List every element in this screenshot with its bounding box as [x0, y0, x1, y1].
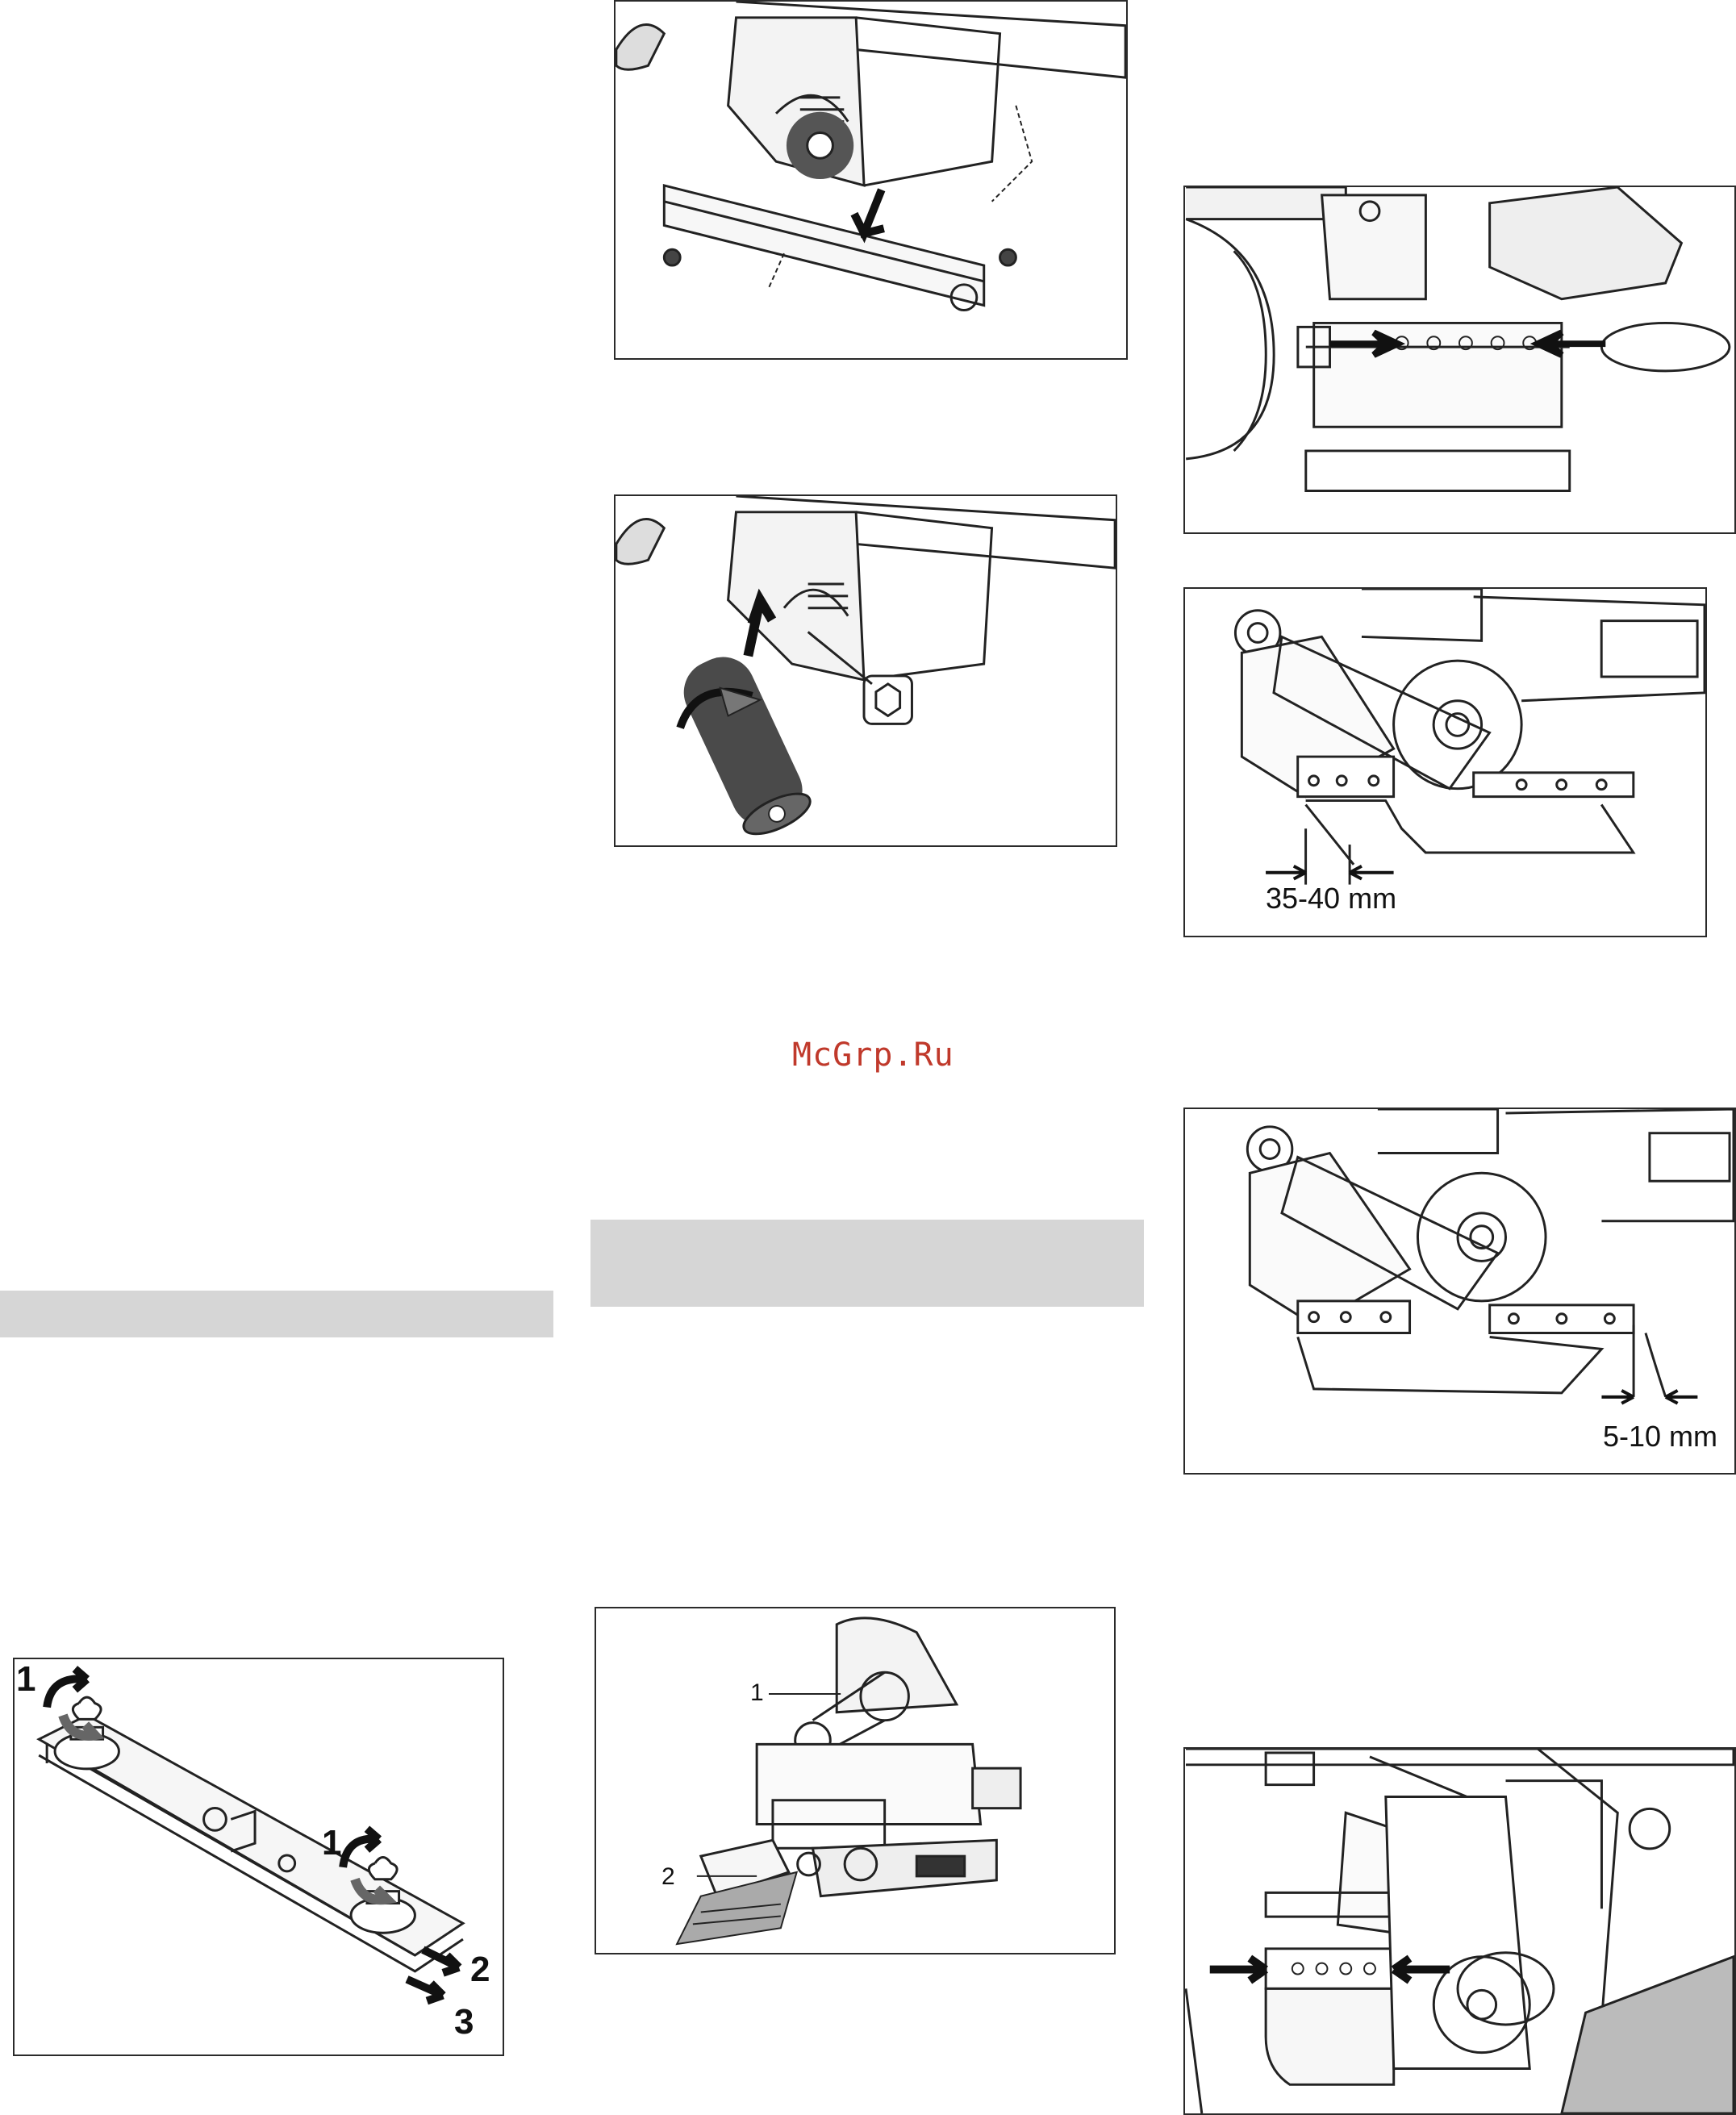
knob-bar-illustration-icon: [15, 1659, 503, 2055]
side-flap-arrows-illustration-icon: [1185, 187, 1734, 532]
middle-column-heading-bar: [590, 1220, 1144, 1307]
flap-gap-illustration-icon: [1185, 1109, 1734, 1473]
callout-label-2: 2: [661, 1863, 675, 1890]
left-column-heading-bar: [0, 1291, 553, 1337]
gap-dimension-label-front: 35-40 mm: [1266, 882, 1397, 915]
drive-belt-illustration-icon: [596, 1608, 1114, 1953]
figure-lower-flap-adjustment: [1183, 1747, 1736, 2115]
step-label-2: 2: [470, 1950, 490, 1989]
step-label-1-left: 1: [16, 1659, 36, 1699]
gap-dimension-label-rear: 5-10 mm: [1603, 1420, 1718, 1453]
figure-main-brush-removal: [614, 0, 1128, 360]
brush-rotation-illustration-icon: [616, 496, 1116, 845]
brush-removal-illustration-icon: [616, 2, 1126, 358]
figure-drive-belt: [595, 1607, 1116, 1954]
figure-brush-rotation: [614, 494, 1117, 847]
step-label-3: 3: [454, 2002, 474, 2042]
figure-flap-gap-rear: [1183, 1108, 1736, 1475]
watermark-text: McGrp.Ru: [792, 1037, 954, 1074]
figure-flap-side-adjustment: [1183, 186, 1736, 534]
callout-label-1: 1: [750, 1679, 764, 1706]
step-label-1-right: 1: [322, 1823, 342, 1863]
figure-side-brush-bar: [13, 1658, 504, 2056]
lower-flap-arrows-illustration-icon: [1185, 1749, 1734, 2113]
figure-flap-gap-front: [1183, 587, 1707, 937]
flap-gap-illustration-icon: [1185, 589, 1705, 936]
